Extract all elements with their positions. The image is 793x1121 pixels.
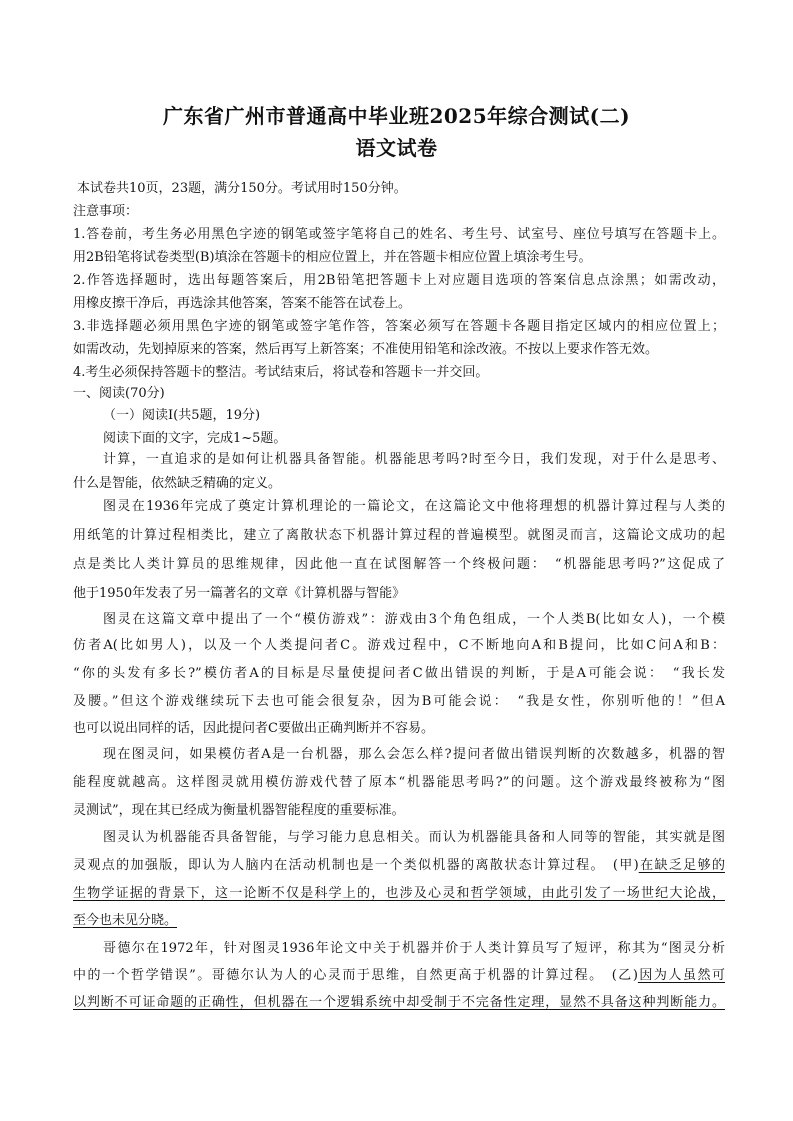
passage-line: 计算，一直追求的是如何让机器具备智能。机器能思考吗?时至今日，我们发现，对于什么是思考、 — [103, 452, 725, 467]
passage-line: 什么是智能，依然缺乏精确的定义。 — [73, 476, 282, 491]
reading-instruction: 阅读下面的文字，完成1~5题。 — [103, 431, 287, 446]
passage-line-with-marker — [73, 967, 725, 985]
section-heading: 一、阅读(70分) — [73, 386, 165, 401]
passage-line: 图灵在这篇文章中提出了一个“模仿游戏”：游戏由3个角色组成，一个人类B(比如女人)，一个模 — [103, 612, 725, 627]
note-line: 如需改动，先划掉原来的答案，然后再写上新答案；不准使用铅笔和涂改液。不按以上要求作答无效。 — [73, 342, 659, 357]
underlined-sentence-jia: 至今也未见分晓。 — [73, 913, 178, 928]
note-line: 用2B铅笔将试卷类型(B)填涂在答题卡的相应位置上，并在答题卡相应位置上填涂考生号。 — [73, 250, 592, 265]
section-subheading: （一）阅读Ⅰ(共5题，19分) — [103, 408, 261, 423]
underlined-sentence-jia: 在缺乏足够的 — [638, 858, 725, 873]
passage-line: 图灵在1936年完成了奠定计算机理论的一篇论文，在这篇论文中他将理想的机器计算过程与人类的 — [103, 499, 725, 514]
note-line: 用橡皮擦干净后，再选涂其他答案，答案不能答在试卷上。 — [73, 296, 412, 311]
passage-line: 图灵认为机器能否具备智能，与学习能力息息相关。而认为机器能具备和人同等的智能，其实就是图 — [103, 830, 725, 845]
note-line: 3.非选择题必须用黑色字迹的钢笔或签字笔作答，答案必须写在答题卡各题目指定区域内的相应位置上； — [73, 319, 725, 334]
passage-line: 能程度就越高。这样图灵就用模仿游戏代替了原本“机器能思考吗?”的问题。这个游戏最终被称为“图 — [73, 775, 725, 790]
exam-info: 本试卷共10页，23题，满分150分。考试用时150分钟。 — [77, 181, 407, 196]
exam-title: 广东省广州市普通高中毕业班2025年综合测试(二) — [162, 104, 631, 128]
passage-line: 及腰。”但这个游戏继续玩下去也可能会很复杂，因为B可能会说： “我是女性，你别听他的！”但A — [73, 694, 725, 709]
passage-line: 现在图灵问，如果模仿者A是一台机器，那么会怎么样?提问者做出错误判断的次数越多，机器的智 — [103, 747, 725, 762]
passage-line: 哥德尔在1972年，针对图灵1936年论文中关于机器并价于人类计算员写了短评，称其为“图灵分析 — [103, 941, 725, 956]
passage-text: 灵观点的加强版，即认为人脑内在活动机制也是一个类似机器的离散状态计算过程。 (甲) — [73, 858, 639, 873]
passage-line: 用纸笔的计算过程相类比，建立了离散状态下机器计算过程的普遍模型。就图灵而言，这篇论文成功的起 — [73, 528, 725, 543]
passage-line: “你的头发有多长?”模仿者A的目标是尽量使提问者C做出错误的判断，于是A可能会说： “我长发 — [73, 666, 725, 681]
notice-heading: 注意事项： — [73, 204, 139, 219]
note-line: 4.考生必须保持答题卡的整洁。考试结束后，将试卷和答题卡一并交回。 — [73, 365, 489, 380]
passage-line: 他于1950年发表了另一篇著名的文章《计算机器与智能》 — [73, 586, 406, 601]
note-line: 2.作答选择题时，选出每题答案后，用2B铅笔把答题卡上对应题目选项的答案信息点涂黑；如需改动， — [73, 273, 725, 288]
passage-text: 中的一个哲学错误”。哥德尔认为人的心灵而于思维，自然更高于机器的计算过程。 (乙) — [73, 968, 638, 983]
passage-line: 仿者A(比如男人)，以及一个人类提问者C。游戏过程中，C不断地向A和B提问，比如C问A和B： — [73, 638, 725, 653]
underlined-sentence-yi: 以判断不可证命题的正确性，但机器在一个逻辑系统中却受制于不完备性定理，显然不具备这种判断能力。 — [73, 995, 725, 1010]
exam-subtitle: 语文试卷 — [355, 136, 438, 160]
underlined-sentence-yi: 因为人虽然可 — [637, 968, 725, 983]
passage-line-with-marker — [73, 857, 725, 875]
note-line: 1.答卷前，考生务必用黑色字迹的钢笔或签字笔将自己的姓名、考生号、试室号、座位号填写在答题卡上。 — [73, 227, 725, 242]
passage-line: 灵测试”，现在其已经成为衡量机器智能程度的重要标准。 — [73, 803, 405, 818]
underlined-sentence-jia: 生物学证据的背景下，这一论断不仅是科学上的，也涉及心灵和哲学领域，由此引发了一场世纪大论战， — [73, 886, 725, 901]
passage-line: 也可以说出同样的话，因此提问者C要做出正确判断并不容易。 — [73, 721, 434, 736]
passage-line: 点是类比人类计算员的思维规律，因此他一直在试图解答一个终极问题： “机器能思考吗?”这促成了 — [73, 557, 725, 572]
